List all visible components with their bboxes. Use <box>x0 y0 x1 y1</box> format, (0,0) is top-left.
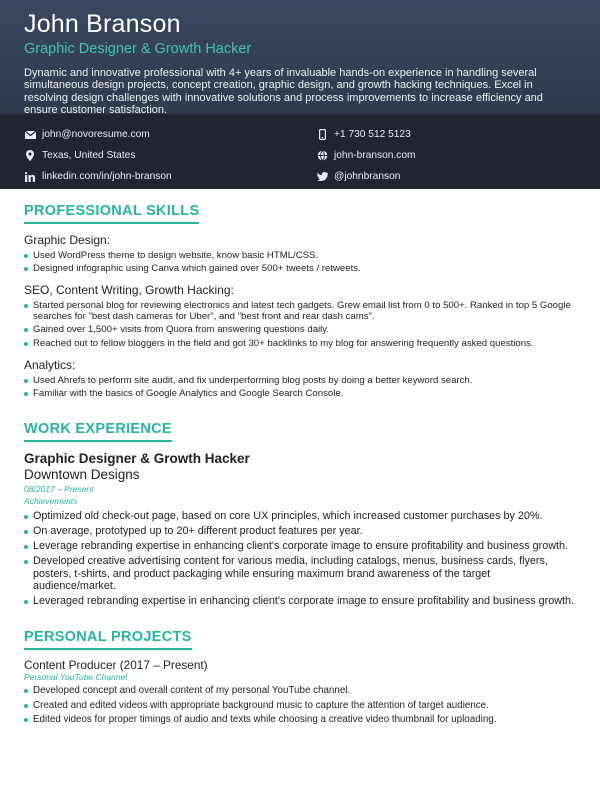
project-entry <box>24 658 576 726</box>
skill-group-title: SEO, Content Writing, Growth Hacking: <box>24 283 234 298</box>
job-date: 08/2017 – Present <box>24 484 94 495</box>
projects-section-title: PERSONAL PROJECTS <box>24 629 192 650</box>
skill-item: Reached out to fellow bloggers in the field and got 30+ backlinks to my blog for answering frequently asked questions. <box>24 338 576 349</box>
skill-group-seo <box>24 283 576 349</box>
website-text: john-branson.com <box>334 150 416 161</box>
twitter-icon <box>316 171 328 183</box>
skill-group-analytics <box>24 358 576 399</box>
achievement-item: Leverage rebranding expertise in enhancing client's corporate image to ensure profitability and business growth. <box>24 540 576 553</box>
skill-item: Used Ahrefs to perform site audit, and fix underperforming blog posts by doing a better keyword search. <box>24 375 576 386</box>
twitter-text: @johnbranson <box>334 171 401 182</box>
skills-section-title: PROFESSIONAL SKILLS <box>24 203 199 224</box>
project-title: Content Producer (2017 – Present) <box>24 657 208 672</box>
job-title: Graphic Designer & Growth Hacker <box>24 451 250 467</box>
contact-bar <box>0 114 600 189</box>
resume-body <box>0 189 600 725</box>
achievement-item: Developed creative advertising content for various media, including catalogs, menus, business cards, flyers, posters, t-shirts, and product packaging while ensuring maximum brand awareness of the target audience/market. <box>24 555 576 593</box>
linkedin-text: linkedin.com/in/john-branson <box>42 171 172 182</box>
contact-twitter[interactable] <box>316 166 576 187</box>
project-item: Created and edited videos with appropriate background music to capture the attention of target audience. <box>24 700 576 711</box>
contact-linkedin[interactable] <box>24 166 316 187</box>
mobile-phone-icon <box>316 129 328 141</box>
skill-item: Gained over 1,500+ visits from Quora from answering questions daily. <box>24 324 576 335</box>
phone-text: +1 730 512 5123 <box>334 129 411 140</box>
contact-email[interactable] <box>24 124 316 145</box>
contact-location <box>24 145 316 166</box>
summary-text: Dynamic and innovative professional with 4+ years of invaluable hands-on experience in handling several simultaneous design projects, concept creation, graphic design, and growth hacking techniques. Excel in resolving design challenges with innovative solutions and process improvements to increase efficiency and ensure customer satisfaction. <box>24 67 543 117</box>
map-pin-icon <box>24 150 36 162</box>
candidate-name: John Branson <box>24 10 181 38</box>
contact-website[interactable] <box>316 145 576 166</box>
globe-icon <box>316 150 328 162</box>
company-name: Downtown Designs <box>24 467 140 483</box>
skill-group-graphic-design <box>24 233 576 274</box>
skill-item: Familiar with the basics of Google Analytics and Google Search Console. <box>24 388 576 399</box>
skill-item: Started personal blog for reviewing electronics and latest tech gadgets. Grew email list from 0 to 500+. Ranked in top 5 Google searches for "best dash cameras for Uber", and "best front and rear dash cams". <box>24 300 576 322</box>
skill-group-title: Graphic Design: <box>24 233 111 247</box>
achievement-item: Optimized old check-out page, based on core UX principles, which increased customer purchases by 20%. <box>24 510 576 523</box>
location-text: Texas, United States <box>42 150 136 161</box>
resume-header <box>0 0 600 117</box>
envelope-icon <box>24 129 36 141</box>
work-section-title: WORK EXPERIENCE <box>24 421 172 442</box>
project-item: Edited videos for proper timings of audio and texts while choosing a creative video thumbnail for uploading. <box>24 714 576 725</box>
achievements-label: Achievements <box>24 496 78 507</box>
skill-group-title: Analytics: <box>24 357 76 372</box>
skill-item: Designed infographic using Canva which gained over 500+ tweets / retweets. <box>24 263 576 274</box>
achievement-item: On average, prototyped up to 20+ different product features per year. <box>24 525 576 538</box>
linkedin-icon <box>24 171 36 183</box>
project-item: Developed concept and overall content of my personal YouTube channel. <box>24 685 576 696</box>
project-subtitle: Personal YouTube Channel <box>24 671 128 682</box>
contact-phone[interactable] <box>316 124 576 145</box>
candidate-role: Graphic Designer & Growth Hacker <box>24 41 252 57</box>
skill-item: Used WordPress theme to design website, know basic HTML/CSS. <box>24 250 576 261</box>
email-text: john@novoresume.com <box>42 129 150 140</box>
work-entry <box>24 451 576 607</box>
achievement-item: Leveraged rebranding expertise in enhancing client's corporate image to ensure profitability and business growth. <box>24 595 576 608</box>
